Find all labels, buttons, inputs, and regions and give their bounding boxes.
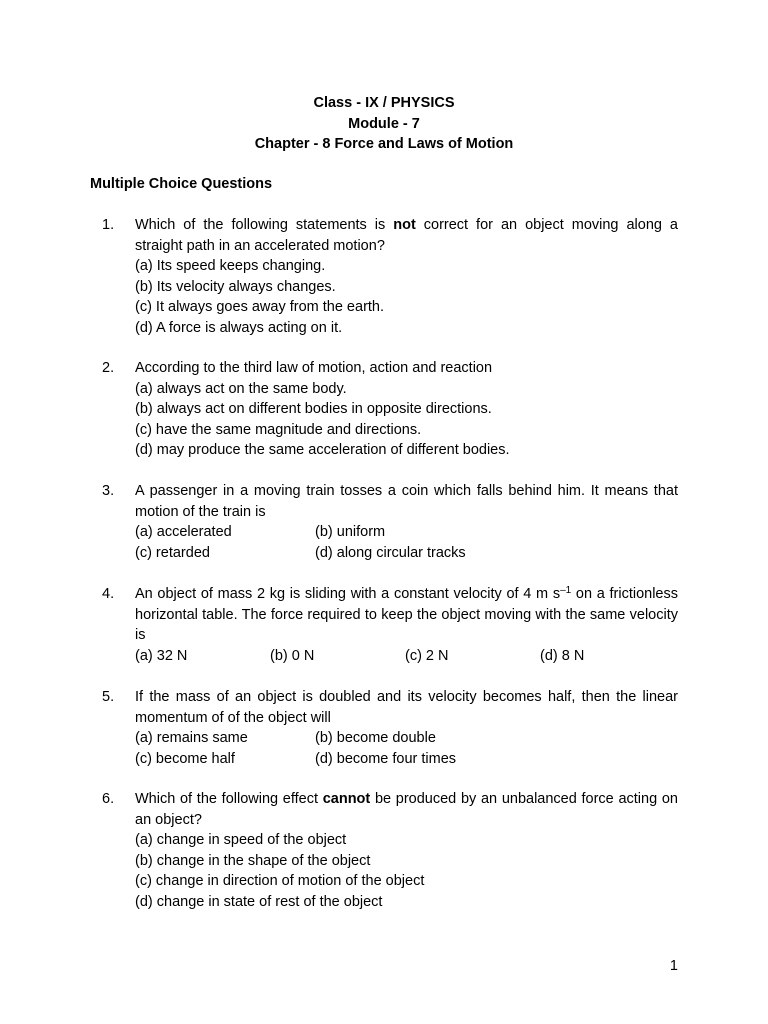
section-title: Multiple Choice Questions <box>90 176 273 192</box>
option-b: (b) always act on different bodies in opposite directions. <box>135 401 492 417</box>
question-stem: A passenger in a moving train tosses a coin which falls behind him. It means that motion of the train is <box>135 483 678 520</box>
option-c: (c) retarded <box>135 544 210 561</box>
option-c: (c) become half <box>135 750 235 767</box>
question-number: 6. <box>102 791 115 807</box>
question-number: 1. <box>102 217 115 233</box>
emphasis: cannot <box>322 791 371 807</box>
document-header <box>0 93 768 155</box>
option-c: (c) 2 N <box>405 647 449 664</box>
question-5 <box>90 687 678 769</box>
option-a: (a) change in speed of the object <box>135 832 347 848</box>
option-c: (c) It always goes away from the earth. <box>135 299 385 315</box>
question-1 <box>90 215 678 338</box>
header-class: Class - IX / PHYSICS <box>313 95 455 111</box>
question-number: 2. <box>102 360 115 376</box>
question-stem: An object of mass 2 kg is sliding with a constant velocity of 4 m $s^{-1}$ on a frictionless horizontal table. The force required to keep the object moving with the same velocity is <box>135 585 678 643</box>
question-number: 3. <box>102 483 115 499</box>
option-d: (d) become four times <box>315 750 457 767</box>
page-number: 1 <box>669 958 678 974</box>
question-stem: According to the third law of motion, action and reaction <box>135 360 493 376</box>
question-4 <box>90 584 678 666</box>
option-b: (b) become double <box>315 730 436 746</box>
option-c: (c) have the same magnitude and directions. <box>135 421 422 438</box>
option-a: (a) always act on the same body. <box>135 380 347 397</box>
option-d: (d) along circular tracks <box>315 544 466 561</box>
superscript: –1 <box>560 585 572 596</box>
option-a: (a) accelerated <box>135 524 232 540</box>
option-c: (c) change in direction of motion of the object <box>135 873 425 889</box>
question-3 <box>90 481 678 563</box>
option-b: (b) change in the shape of the object <box>135 852 371 869</box>
option-a: (a) 32 N <box>135 647 188 664</box>
option-d: (d) change in state of rest of the object <box>135 893 383 910</box>
emphasis: not <box>393 217 416 233</box>
question-2 <box>90 358 678 461</box>
question-stem: Which of the following statements is not correct for an object moving along a straight path in an accelerated motion? <box>135 217 678 254</box>
option-b: (b) 0 N <box>270 647 315 664</box>
option-d: (d) 8 N <box>540 647 585 664</box>
option-a: (a) remains same <box>135 730 248 746</box>
option-b: (b) uniform <box>315 524 386 540</box>
option-d: (d) A force is always acting on it. <box>135 319 343 336</box>
question-stem: If the mass of an object is doubled and its velocity becomes half, then the linear momentum of of the object will <box>135 689 678 726</box>
header-chapter: Chapter - 8 Force and Laws of Motion <box>254 136 514 152</box>
option-d: (d) may produce the same acceleration of different bodies. <box>135 442 510 458</box>
question-number: 4. <box>102 586 115 602</box>
header-module: Module - 7 <box>348 115 420 132</box>
option-b: (b) Its velocity always changes. <box>135 278 336 295</box>
question-stem: Which of the following effect cannot be produced by an unbalanced force acting on an object? <box>135 791 678 828</box>
option-a: (a) Its speed keeps changing. <box>135 258 326 274</box>
question-6 <box>90 789 678 912</box>
question-number: 5. <box>102 689 115 705</box>
